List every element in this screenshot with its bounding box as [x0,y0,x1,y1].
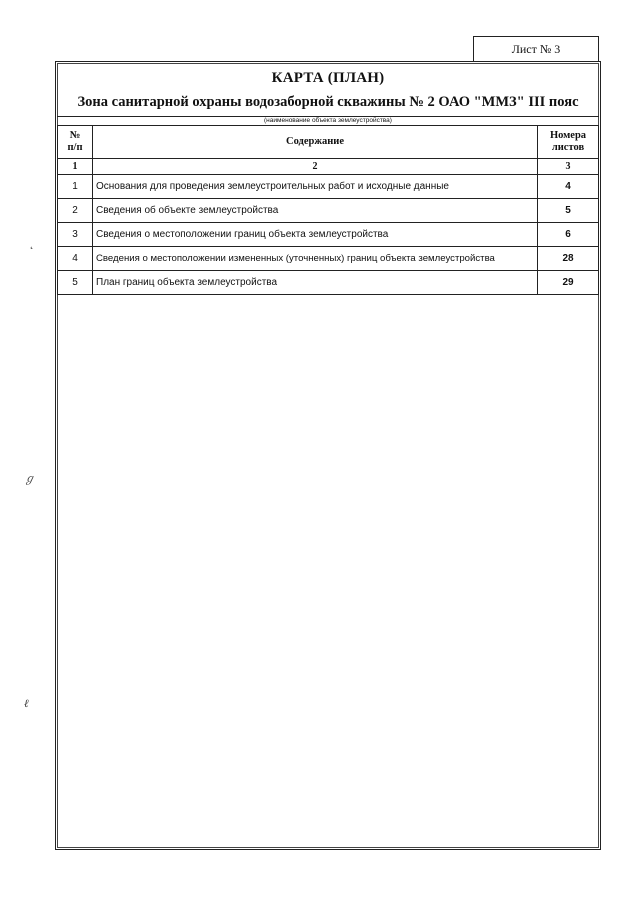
row-sheets: 4 [538,175,599,199]
header-num: № п/п [58,126,93,159]
column-number-row [58,159,599,175]
row-num: 3 [58,223,93,247]
column-number-3: 3 [538,159,599,175]
sheet-number-box [473,36,599,61]
table-row [58,175,599,199]
column-number-2: 2 [93,159,538,175]
header-content: Содержание [93,126,538,159]
row-sheets: 6 [538,223,599,247]
row-num: 2 [58,199,93,223]
row-content: Основания для проведения землеустроительных работ и исходные данные [93,175,538,199]
table-row [58,223,599,247]
binder-mark: ℓ [24,698,29,710]
table-header-row [58,126,599,159]
row-content: План границ объекта землеустройства [93,271,538,295]
row-content: Сведения об объекте землеустройства [93,199,538,223]
table-row [58,247,599,271]
object-caption: (наименование объекта землеустройства) [264,117,392,124]
row-content: Сведения о местоположении границ объекта землеустройства [93,223,538,247]
row-num: 5 [58,271,93,295]
sheet-number-label: Лист № 3 [511,41,561,56]
header-sheets: Номера листов [538,126,599,159]
row-num: 4 [58,247,93,271]
binder-mark: ˛ [30,238,34,250]
row-sheets: 29 [538,271,599,295]
contents-table [57,125,599,295]
binder-mark: ℊ [24,473,35,485]
row-sheets: 5 [538,199,599,223]
column-number-1: 1 [58,159,93,175]
row-sheets: 28 [538,247,599,271]
table-row [58,199,599,223]
row-num: 1 [58,175,93,199]
document-title: КАРТА (ПЛАН) [271,70,385,86]
document-subtitle: Зона санитарной охраны водозаборной скважины № 2 ОАО "ММЗ" III пояс [77,94,579,110]
row-content: Сведения о местоположении измененных (уточненных) границ объекта землеустройства [93,247,538,271]
table-row [58,271,599,295]
